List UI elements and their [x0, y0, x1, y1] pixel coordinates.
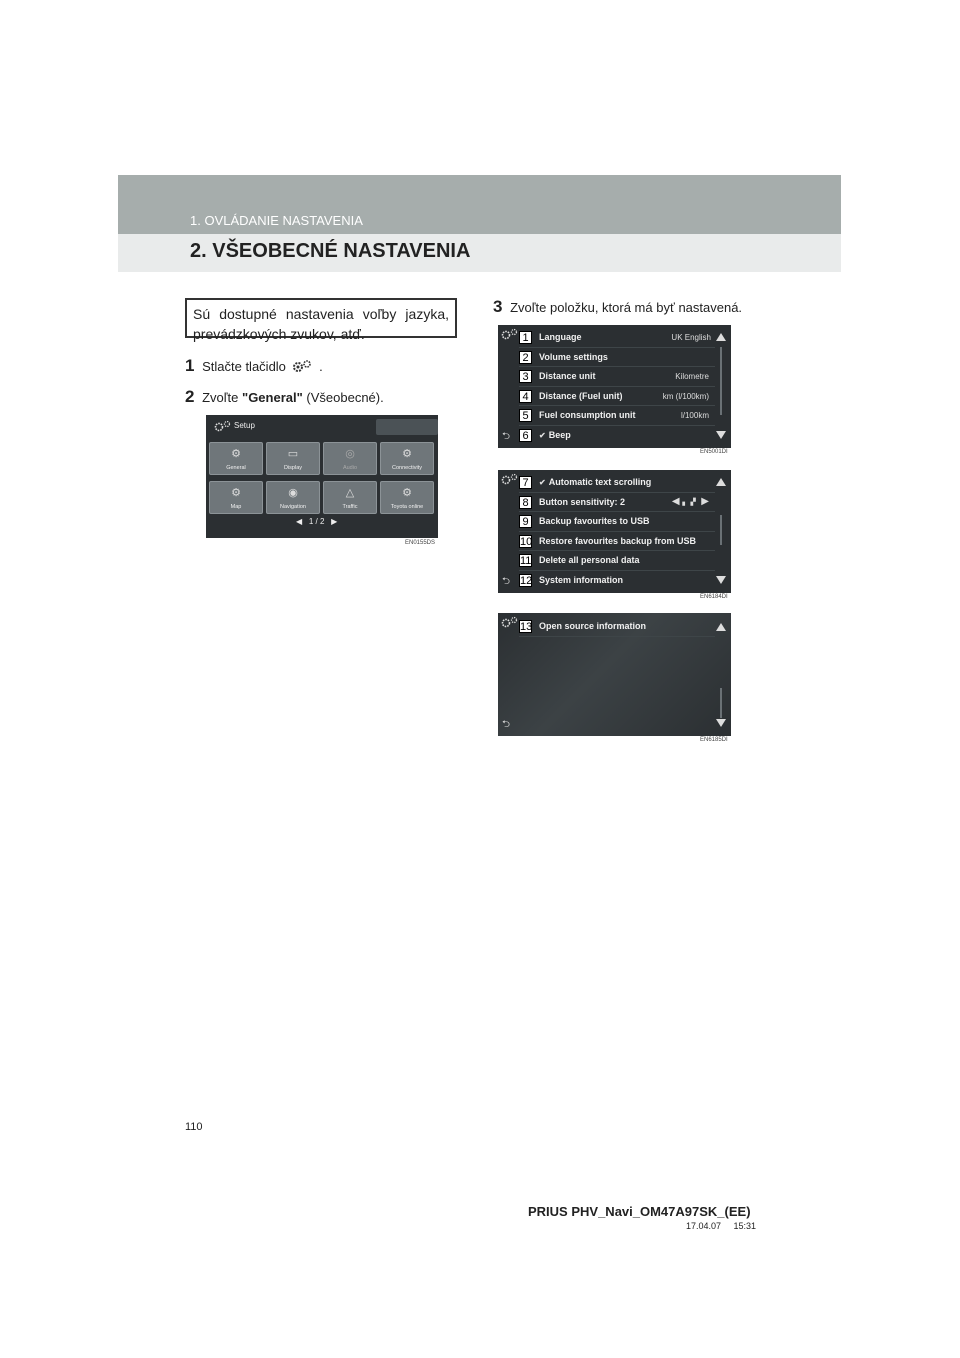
- open-source-information-row[interactable]: [519, 617, 715, 637]
- row-label: System information: [539, 574, 624, 585]
- checkbox-checked-icon[interactable]: ✔: [539, 430, 546, 440]
- info-box: [185, 298, 457, 342]
- beep-row[interactable]: [519, 426, 715, 446]
- automatic-text-scrolling-row[interactable]: [519, 473, 715, 493]
- system-information-row[interactable]: [519, 571, 715, 591]
- map-tile[interactable]: [209, 481, 263, 514]
- step-2: [185, 387, 384, 407]
- row-label: Backup favourites to USB: [539, 516, 650, 526]
- automatic-text-scrolling-label: Automatic text scrolling: [548, 477, 652, 487]
- scroll-down-arrow-icon[interactable]: [716, 719, 726, 727]
- connectivity-tile[interactable]: [380, 442, 434, 475]
- step-1: [185, 356, 323, 376]
- traffic-icon: △: [345, 487, 355, 499]
- callout-number: 3: [519, 370, 532, 383]
- step-text-end: (Všeobecné).: [306, 390, 384, 405]
- setup-gear-icon: [214, 419, 232, 437]
- row-label: Distance (Fuel unit): [539, 390, 623, 401]
- figure-code: EN0155DS: [405, 540, 436, 546]
- beep-label: Beep: [548, 429, 571, 440]
- tile-label: Navigation: [280, 504, 306, 510]
- prev-page-arrow-icon[interactable]: ◀: [296, 517, 303, 526]
- tile-label: Map: [230, 504, 242, 510]
- connectivity-icon: ⚙: [402, 448, 412, 460]
- tile-label: Display: [283, 465, 303, 471]
- audio-icon: ◎: [345, 448, 355, 460]
- setup-gear-icon: [501, 615, 519, 633]
- status-bar: [376, 419, 438, 435]
- audio-tile[interactable]: [323, 442, 377, 475]
- document-model-id: PRIUS PHV_Navi_OM47A97SK_(EE): [528, 1204, 751, 1219]
- scrollbar[interactable]: [720, 688, 722, 718]
- toyota-online-tile[interactable]: [380, 481, 434, 514]
- page-number: 110: [185, 1121, 203, 1133]
- figure-code: EN6185DI: [700, 737, 728, 743]
- scrollbar[interactable]: [720, 515, 722, 545]
- row-label: Language: [539, 332, 582, 342]
- button-sensitivity-row[interactable]: [519, 493, 715, 513]
- callout-number: 1: [519, 331, 532, 344]
- figure-code: EN6184DI: [700, 594, 728, 600]
- callout-number: 9: [519, 515, 532, 528]
- step-3: [493, 297, 742, 317]
- tile-label: General: [226, 465, 246, 471]
- map-icon: ⚙: [231, 487, 241, 499]
- page-number: 1 / 2: [308, 517, 325, 526]
- setup-gear-icon: [501, 327, 519, 345]
- tile-label: Toyota online: [390, 504, 424, 510]
- back-arrow-icon[interactable]: ⮌: [502, 719, 511, 730]
- callout-number: 5: [519, 409, 532, 422]
- toyota-online-icon: ⚙: [402, 487, 412, 499]
- row-label: Distance unit: [539, 371, 596, 381]
- chapter-header: [118, 175, 841, 272]
- row-label: [539, 430, 571, 440]
- settings-list-screen-3: [498, 613, 731, 736]
- callout-number: 8: [519, 496, 532, 509]
- navigation-tile[interactable]: [266, 481, 320, 514]
- page-indicator: [296, 517, 337, 526]
- step-text-end: .: [319, 359, 323, 374]
- callout-number: 12: [520, 574, 533, 587]
- tile-label: Traffic: [342, 504, 358, 510]
- figure-code: EN5001DI: [700, 449, 728, 455]
- callout-number: 6: [519, 429, 532, 442]
- setup-gear-icon: [501, 472, 519, 490]
- section-title: 1. OVLÁDANIE NASTAVENIA: [190, 213, 363, 228]
- scroll-up-arrow-icon[interactable]: [716, 333, 726, 341]
- scroll-down-arrow-icon[interactable]: [716, 576, 726, 584]
- row-value: km (l/100km): [662, 391, 709, 401]
- settings-list-screen-2: [498, 470, 731, 593]
- display-icon: ▭: [287, 448, 299, 460]
- fuel-consumption-unit-row[interactable]: [519, 406, 715, 426]
- checkbox-checked-icon[interactable]: ✔: [539, 478, 546, 487]
- info-line-2: prevádzkových zvukov, atď.: [193, 326, 365, 342]
- step-number: 3: [493, 297, 503, 316]
- callout-number: 11: [520, 555, 532, 567]
- sensitivity-level-icon: ▖▗▘: [682, 498, 699, 506]
- scrollbar[interactable]: [720, 347, 722, 415]
- setup-screen: [206, 415, 438, 538]
- row-value: UK English: [671, 333, 711, 342]
- traffic-tile[interactable]: [323, 481, 377, 514]
- navigation-icon: ◉: [288, 487, 298, 499]
- backup-favourites-row[interactable]: [519, 512, 715, 532]
- callout-number: 2: [519, 351, 532, 364]
- step-text: Zvoľte položku, ktorá má byť nastavená.: [510, 300, 743, 315]
- settings-list-screen-1: [498, 325, 731, 448]
- step-bold-text: "General": [242, 390, 303, 405]
- step-text: Stlačte tlačidlo: [202, 359, 286, 374]
- step-number: 2: [185, 387, 195, 406]
- page-title: 2. VŠEOBECNÉ NASTAVENIA: [190, 240, 471, 262]
- tile-label: Audio: [342, 465, 358, 471]
- document-timestamp: 17.04.07 15:31: [686, 1221, 757, 1231]
- distance-fuel-unit-row[interactable]: [519, 387, 715, 407]
- decrease-arrow-icon[interactable]: ◀: [671, 495, 680, 507]
- row-label: Delete all personal data: [539, 555, 640, 565]
- distance-unit-row[interactable]: [519, 367, 715, 387]
- increase-arrow-icon[interactable]: ▶: [701, 495, 709, 507]
- restore-favourites-row[interactable]: [519, 532, 715, 552]
- setup-gear-icon: [292, 359, 314, 376]
- sensitivity-stepper[interactable]: [672, 496, 709, 507]
- callout-number: 7: [519, 476, 532, 489]
- row-label: Button sensitivity: 2: [539, 496, 626, 507]
- row-label: Fuel consumption unit: [539, 410, 636, 420]
- row-label: Volume settings: [539, 351, 608, 362]
- next-page-arrow-icon[interactable]: ▶: [331, 517, 338, 526]
- scroll-up-arrow-icon[interactable]: [716, 478, 726, 486]
- tile-label: Connectivity: [392, 465, 422, 471]
- callout-number: 13: [520, 621, 533, 633]
- screen-title: Setup: [234, 421, 255, 430]
- callout-number: 10: [520, 535, 533, 548]
- delete-personal-data-row[interactable]: [519, 551, 715, 571]
- display-tile[interactable]: [266, 442, 320, 475]
- callout-number: 4: [519, 390, 532, 403]
- step-text: Zvoľte: [202, 390, 239, 405]
- scroll-up-arrow-icon[interactable]: [716, 623, 726, 631]
- row-label: Restore favourites backup from USB: [539, 535, 697, 546]
- general-tile[interactable]: [209, 442, 263, 475]
- gear-icon: ⚙: [231, 448, 241, 460]
- row-label: [539, 477, 651, 487]
- chapter-header-band: [118, 175, 841, 234]
- back-arrow-icon[interactable]: ⮌: [502, 576, 511, 587]
- info-line-1: Sú dostupné nastavenia voľby jazyka,: [193, 306, 449, 322]
- back-arrow-icon[interactable]: ⮌: [502, 431, 511, 442]
- scroll-down-arrow-icon[interactable]: [716, 431, 726, 439]
- row-value: l/100km: [680, 411, 709, 420]
- row-value: Kilometre: [675, 372, 709, 381]
- language-row[interactable]: [519, 328, 715, 348]
- step-number: 1: [185, 356, 195, 375]
- row-label: Open source information: [539, 621, 647, 631]
- volume-settings-row[interactable]: [519, 348, 715, 368]
